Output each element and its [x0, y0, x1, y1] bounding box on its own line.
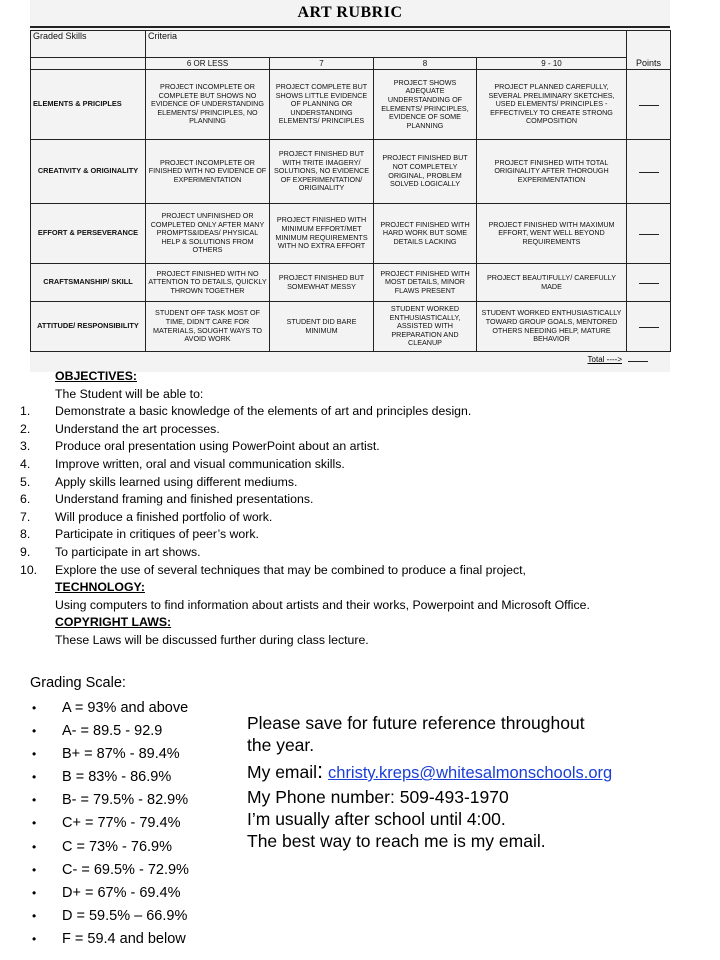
- list-text: To participate in art shows.: [55, 544, 201, 559]
- list-item: [30, 928, 189, 951]
- scale-8: 8: [374, 58, 477, 70]
- list-item: [30, 859, 189, 882]
- art-rubric: [30, 0, 670, 372]
- list-text: Explore the use of several techniques that may be combined to produce a final project,: [55, 562, 526, 577]
- save-note-line1: Please save for future reference throughout: [247, 713, 585, 733]
- criteria-cell: PROJECT COMPLETE BUT SHOWS LITTLE EVIDENCE OF PLANNING OR UNDERSTANDING ELEMENTS/ PRINCIPLES: [270, 70, 374, 140]
- list-item: [30, 812, 189, 835]
- criteria-cell: PROJECT FINISHED BUT NOT COMPLETELY ORIGINAL, PROBLEM SOLVED LOGICALLY: [374, 140, 477, 204]
- graded-skills-header: Graded Skills: [31, 31, 146, 58]
- email-colon: :: [317, 758, 324, 783]
- criteria-cell: STUDENT DID BARE MINIMUM: [270, 302, 374, 352]
- phone-line: My Phone number: 509-493-1970: [247, 787, 509, 807]
- list-text: Produce oral presentation using PowerPoint about an artist.: [55, 439, 380, 454]
- list-item: [30, 766, 189, 789]
- grade-text: C+ = 77% - 79.4%: [62, 815, 181, 832]
- email-link[interactable]: christy.kreps@whitesalmonschools.org: [328, 764, 613, 782]
- objectives-intro: The Student will be able to:: [55, 386, 204, 401]
- points-cell: [627, 140, 671, 204]
- copyright-heading: COPYRIGHT LAWS:: [55, 615, 172, 630]
- list-item: [30, 697, 189, 720]
- bullet-icon: •: [32, 839, 37, 854]
- rubric-row-craftsmanship: [31, 264, 671, 302]
- technology-text: Using computers to find information about artists and their works, Powerpoint and Microsoft Office.: [55, 597, 590, 612]
- grade-text: F = 59.4 and below: [62, 930, 186, 947]
- criteria-header: Criteria: [146, 31, 627, 58]
- criteria-cell: PROJECT SHOWS ADEQUATE UNDERSTANDING OF ELEMENTS/ PRINCIPLES, EVIDENCE OF SOME PLANNING: [374, 70, 477, 140]
- rubric-title: ART RUBRIC: [297, 4, 403, 21]
- skill-label: ATTITUDE/ RESPONSIBILITY: [31, 302, 146, 352]
- criteria-cell: PROJECT FINISHED WITH HARD WORK BUT SOME DETAILS LACKING: [374, 204, 477, 264]
- email-line: [247, 760, 612, 784]
- total-blank: [628, 361, 648, 362]
- points-cell: [627, 70, 671, 140]
- grade-text: D = 59.5% – 66.9%: [62, 907, 188, 924]
- list-item: [30, 905, 189, 928]
- list-number: 4.: [20, 456, 31, 471]
- list-item: [0, 526, 720, 544]
- criteria-cell: PROJECT FINISHED BUT WITH TRITE IMAGERY/ SOLUTIONS, NO EVIDENCE OF EXPERIMENTATION/ ORIGINALITY: [270, 140, 374, 204]
- list-number: 10.: [20, 562, 38, 577]
- list-text: Improve written, oral and visual communication skills.: [55, 456, 345, 471]
- rubric-top-rule: [30, 26, 670, 28]
- list-item: [0, 474, 720, 492]
- list-item: [0, 509, 720, 527]
- list-item: [0, 403, 720, 421]
- list-text: Participate in critiques of peer’s work.: [55, 527, 259, 542]
- criteria-cell: PROJECT INCOMPLETE OR COMPLETE BUT SHOWS NO EVIDENCE OF UNDERSTANDING ELEMENTS/ PRINCIPLES, NO PLANNING: [146, 70, 270, 140]
- list-number: 7.: [20, 509, 31, 524]
- scale-7: 7: [270, 58, 374, 70]
- save-note-line2: the year.: [247, 735, 315, 755]
- grade-text: D+ = 67% - 69.4%: [62, 884, 181, 901]
- points-cell: [627, 264, 671, 302]
- list-number: 9.: [20, 544, 31, 559]
- skill-label: CREATIVITY & ORIGINALITY: [31, 140, 146, 204]
- grade-text: C = 73% - 76.9%: [62, 838, 173, 855]
- rubric-row-effort: [31, 204, 671, 264]
- copyright-text: These Laws will be discussed further during class lecture.: [55, 632, 369, 647]
- criteria-cell: PROJECT PLANNED CAREFULLY, SEVERAL PRELIMINARY SKETCHES, USED ELEMENTS/ PRINCIPLES - EFFECTIVELY TO CREATE STRONG COMPOSITION: [477, 70, 627, 140]
- total-label: Total ---->: [587, 355, 622, 364]
- criteria-cell: PROJECT FINISHED WITH MINIMUM EFFORT/MET MINIMUM REQUIREMENTS WITH NO EXTRA EFFORT: [270, 204, 374, 264]
- grade-text: A- = 89.5 - 92.9: [62, 723, 163, 740]
- list-number: 3.: [20, 439, 31, 454]
- list-item: [0, 456, 720, 474]
- grade-text: B = 83% - 86.9%: [62, 769, 172, 786]
- rubric-total: [588, 355, 648, 364]
- list-number: 6.: [20, 492, 31, 507]
- objectives-list: [0, 403, 720, 579]
- grade-text: B- = 79.5% - 82.9%: [62, 792, 189, 809]
- grading-title: Grading Scale:: [30, 675, 126, 691]
- list-text: Understand framing and finished presentations.: [55, 492, 314, 507]
- rubric-row-elements: [31, 70, 671, 140]
- criteria-cell: PROJECT BEAUTIFULLY/ CAREFULLY MADE: [477, 264, 627, 302]
- list-number: 5.: [20, 474, 31, 489]
- grade-text: A = 93% and above: [62, 700, 189, 716]
- criteria-cell: STUDENT WORKED ENTHUSIASTICALLY, ASSISTED WITH PREPARATION AND CLEANUP: [374, 302, 477, 352]
- list-number: 2.: [20, 421, 31, 436]
- skill-label: ELEMENTS & PRICIPLES: [31, 70, 146, 140]
- rubric-scale-row: [31, 58, 671, 70]
- points-cell: [627, 302, 671, 352]
- list-text: Will produce a finished portfolio of work.: [55, 509, 273, 524]
- list-item: [0, 491, 720, 509]
- list-text: Understand the art processes.: [55, 421, 220, 436]
- bullet-icon: •: [32, 816, 37, 831]
- grading-scale: [30, 675, 189, 951]
- criteria-cell: STUDENT OFF TASK MOST OF TIME, DIDN'T CARE FOR MATERIALS, SOUGHT WAYS TO AVOID WORK: [146, 302, 270, 352]
- list-item: [30, 743, 189, 766]
- objectives-section: [0, 368, 720, 650]
- criteria-cell: STUDENT WORKED ENTHUSIASTICALLY TOWARD GROUP GOALS, MENTORED OTHERS NEEDING HELP, MATURE BEHAVIOR: [477, 302, 627, 352]
- best-contact-line: The best way to reach me is my email.: [247, 831, 546, 851]
- bullet-icon: •: [32, 908, 37, 923]
- list-item: [30, 789, 189, 812]
- list-item: [0, 421, 720, 439]
- points-blank: [639, 172, 659, 173]
- scale-9-10: 9 - 10: [477, 58, 627, 70]
- list-item: [30, 836, 189, 859]
- bullet-icon: •: [32, 885, 37, 900]
- bullet-icon: •: [32, 862, 37, 877]
- criteria-cell: PROJECT FINISHED WITH NO ATTENTION TO DETAILS, QUICKLY THROWN TOGETHER: [146, 264, 270, 302]
- criteria-cell: PROJECT UNFINISHED OR COMPLETED ONLY AFTER MANY PROMPTS&IDEAS/ PHYSICAL HELP & SOLUTIONS FROM OTHERS: [146, 204, 270, 264]
- points-header: Points: [627, 31, 671, 70]
- points-blank: [639, 327, 659, 328]
- skill-label: CRAFTSMANSHIP/ SKILL: [31, 264, 146, 302]
- grade-text: C- = 69.5% - 72.9%: [62, 861, 189, 878]
- list-item: [0, 562, 720, 580]
- rubric-table: [30, 30, 671, 352]
- criteria-cell: PROJECT FINISHED WITH MAXIMUM EFFORT, WENT WELL BEYOND REQUIREMENTS: [477, 204, 627, 264]
- list-item: [0, 544, 720, 562]
- objectives-heading: OBJECTIVES:: [55, 369, 137, 383]
- list-number: 8.: [20, 527, 31, 542]
- contact-note: [247, 712, 612, 852]
- bullet-icon: •: [32, 770, 37, 785]
- scale-blank-cell: [31, 58, 146, 70]
- bullet-icon: •: [32, 701, 37, 715]
- criteria-cell: PROJECT INCOMPLETE OR FINISHED WITH NO EVIDENCE OF EXPERIMENTATION: [146, 140, 270, 204]
- list-item: [30, 720, 189, 743]
- list-number: 1.: [20, 404, 31, 419]
- criteria-cell: PROJECT FINISHED WITH MOST DETAILS, MINOR FLAWS PRESENT: [374, 264, 477, 302]
- grade-text: B+ = 87% - 89.4%: [62, 746, 180, 763]
- points-blank: [639, 105, 659, 106]
- points-cell: [627, 204, 671, 264]
- bullet-icon: •: [32, 747, 37, 762]
- skill-label: EFFORT & PERSEVERANCE: [31, 204, 146, 264]
- criteria-cell: PROJECT FINISHED BUT SOMEWHAT MESSY: [270, 264, 374, 302]
- scale-6-or-less: 6 OR LESS: [146, 58, 270, 70]
- bullet-icon: •: [32, 793, 37, 808]
- technology-heading: TECHNOLOGY:: [55, 580, 145, 595]
- list-item: [0, 438, 720, 456]
- bullet-icon: •: [32, 724, 37, 739]
- rubric-header-row: [31, 31, 671, 58]
- grading-list: [30, 697, 189, 951]
- list-text: Apply skills learned using different mediums.: [55, 474, 298, 489]
- bullet-icon: •: [32, 931, 37, 946]
- list-item: [30, 882, 189, 905]
- email-label: My email: [247, 762, 318, 782]
- points-blank: [639, 234, 659, 235]
- rubric-row-attitude: [31, 302, 671, 352]
- hours-line: I’m usually after school until 4:00.: [247, 809, 506, 829]
- list-text: Demonstrate a basic knowledge of the elements of art and principles design.: [55, 404, 472, 419]
- rubric-row-creativity: [31, 140, 671, 204]
- points-blank: [639, 283, 659, 284]
- criteria-cell: PROJECT FINISHED WITH TOTAL ORIGINALITY AFTER THOROUGH EXPERIMENTATION: [477, 140, 627, 204]
